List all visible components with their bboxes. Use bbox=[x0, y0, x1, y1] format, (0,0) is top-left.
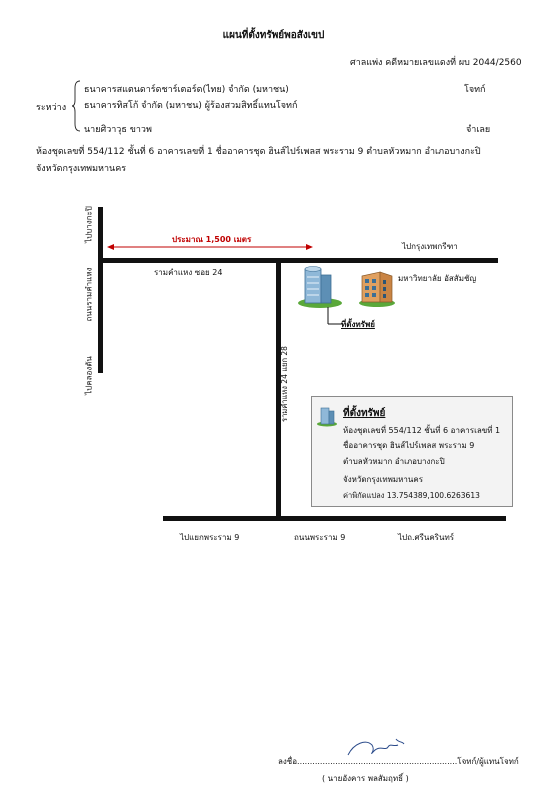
road-ramkhamhaeng bbox=[98, 207, 103, 373]
legend-line2: ชื่ออาคารชุด ฮินส์ไปร์เพลส พระราม 9 bbox=[343, 441, 475, 450]
legend-line3: ตำบลหัวหมาก อำเภอบางกะปิ bbox=[343, 457, 445, 466]
property-building-icon bbox=[296, 265, 344, 309]
legend-line4: จังหวัดกรุงเทพมหานคร bbox=[343, 475, 424, 484]
property-address-line1: ห้องชุดเลขที่ 554/112 ชั้นที่ 6 อาคารเลขที่ 1 ชื่ออาคารชุด ฮินส์ไปร์เพลส พระราม 9 ตำบลหัวหมาก อำเภอบางกะปิ bbox=[36, 147, 481, 157]
distance-label: ประมาณ 1,500 เมตร bbox=[172, 235, 252, 244]
label-ramkhamhaeng-road: ถนนรามคำแหง bbox=[84, 267, 94, 322]
signature-line bbox=[278, 755, 519, 768]
parties-brace bbox=[72, 80, 82, 132]
road-rama9 bbox=[163, 516, 506, 521]
defendant: นายศิวาวุธ ขาวพ bbox=[84, 125, 152, 135]
page-title: แผนที่ตั้งทรัพย์พอสังเขป bbox=[222, 30, 325, 41]
legend-line1: ห้องชุดเลขที่ 554/112 ชั้นที่ 6 อาคารเลขที่ 1 bbox=[343, 426, 501, 435]
legend-building-icon bbox=[316, 405, 338, 427]
plaintiff-2: ธนาคารทิสโก้ จำกัด (มหาชน) ผู้ร้องสวมสิทธิ์แทนโจทก์ bbox=[84, 101, 298, 111]
label-soi-24: รามคำแหง ซอย 24 bbox=[154, 268, 223, 277]
parties-label: ระหว่าง bbox=[36, 103, 67, 113]
property-address-line2: จังหวัดกรุงเทพมหานคร bbox=[36, 164, 127, 174]
legend-title: ที่ตั้งทรัพย์ bbox=[343, 408, 386, 419]
label-soi-24-yaek-28: รามคำแหง 24 แยก 28 bbox=[280, 346, 289, 422]
legend-box bbox=[311, 396, 513, 507]
court-case-number: ศาลแพ่ง คดีหมายเลขแดงที่ ผบ 2044/2560 bbox=[350, 58, 522, 68]
label-to-srinakarin: ไปถ.ศรีนครินทร์ bbox=[398, 533, 455, 542]
signer-name: ( นายอังคาร พลสัมฤทธิ์ ) bbox=[322, 774, 409, 783]
legend-coordinates: ค่าพิกัดแปลง 13.754389,100.6263613 bbox=[343, 491, 480, 500]
label-rama9-road: ถนนพระราม 9 bbox=[294, 533, 346, 542]
university-label: มหาวิทยาลัย อัสสัมชัญ bbox=[398, 274, 477, 283]
university-building-icon bbox=[358, 268, 396, 308]
plaintiff-1-role: โจทก์ bbox=[464, 85, 486, 95]
property-marker-label: ที่ตั้งทรัพย์ bbox=[341, 320, 375, 329]
sign-suffix: โจทก์/ผู้แทนโจทก์ bbox=[457, 757, 519, 766]
label-to-klongtan: ไปคลองตัน bbox=[84, 356, 94, 395]
plaintiff-1: ธนาคารสแตนดาร์ดชาร์เตอร์ด(ไทย) จำกัด (มหาชน) bbox=[84, 85, 289, 95]
label-to-bangkapi: ไปบางกะปิ bbox=[84, 206, 94, 243]
label-to-krungthep-kreetha: ไปกรุงเทพกรีฑา bbox=[402, 242, 458, 251]
road-soi-24 bbox=[98, 258, 498, 263]
defendant-role: จำเลย bbox=[466, 125, 491, 135]
label-to-rama9-junction: ไปแยกพระราม 9 bbox=[180, 533, 240, 542]
sign-dots: ............................................................... bbox=[297, 757, 458, 766]
sign-prefix: ลงชื่อ bbox=[278, 757, 298, 766]
